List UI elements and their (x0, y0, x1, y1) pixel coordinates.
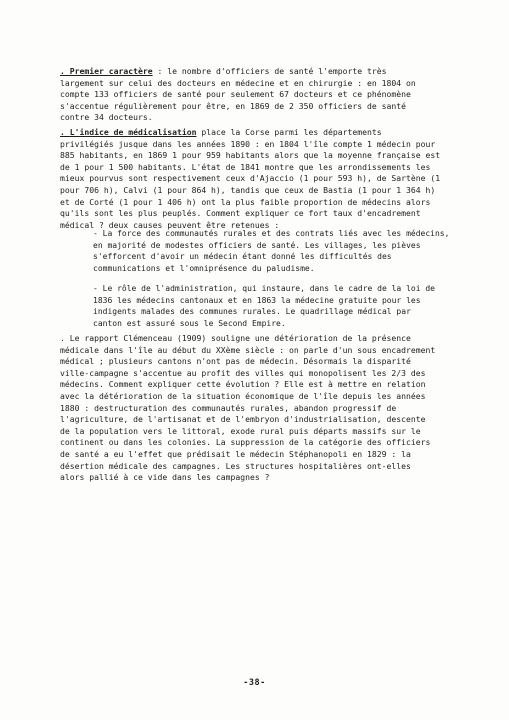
text-line: médicale dans l'île au début du XXème siècle : on parle d'un sous encadrement (60, 344, 436, 355)
paragraph-rapport-clemenceau (60, 333, 460, 484)
heading-indice-medicalisation: . L'indice de médicalisation (60, 127, 197, 137)
text-line: place la Corse parmi les départements (196, 127, 382, 137)
text-line: désertion médicale des campagnes. Les structures hospitalières ont-elles (60, 460, 411, 471)
text-line: qu'ils sont les plus peuplés. Comment expliquer ce fort taux d'encadrement (60, 208, 421, 219)
text-line: médical ; plusieurs cantons n'ont pas de médecin. Désormais la disparité (60, 356, 411, 367)
paragraph-indice-medicalisation (60, 127, 460, 231)
text-line: largement sur celui des docteurs en médecine et en chirurgie : en 1804 on (60, 77, 416, 88)
list-item-communautes-rurales (93, 228, 460, 274)
text-line: compte 133 officiers de santé pour seulement 67 docteurs et ce phénomène (60, 89, 411, 100)
text-line: l'agriculture, de l'artisanat et de l'embryon d'industrialisation, descente (60, 414, 426, 425)
text-line: contre 34 docteurs. (60, 112, 153, 123)
text-line: de 1 pour 1 500 habitants. L'état de 1841 montre que les arrondissements les (60, 161, 431, 172)
text-line: et de Corté (1 pour 1 406 h) ont la plus faible proportion de médecins alors (60, 196, 431, 207)
page-number: -38- (243, 678, 266, 688)
paragraph-premier-caractere (60, 66, 460, 124)
text-line: : le nombre d'officiers de santé l'emporte très (152, 66, 387, 76)
text-line: ville-campagne s'accentue au profit des villes qui monopolisent les 2/3 des (60, 367, 426, 378)
text-line: 1880 : destructuration des communautés rurales, abandon progressif de (60, 402, 397, 413)
text-line: - La force des communautés rurales et des contrats liés avec les médecins, (93, 229, 450, 238)
text-line: continent ou dans les colonies. La suppression de la catégorie des officiers (60, 437, 431, 448)
text-line: indigents malades des communes rurales. Le quadrillage médical par (93, 307, 411, 317)
text-line: avec la détérioration de la situation économique de l'île depuis les années (60, 390, 426, 401)
text-line: pour 706 h), Calvi (1 pour 864 h), tandis que ceux de Bastia (1 pour 1 364 h) (60, 184, 436, 195)
text-line: s'accentue régulièrement pour être, en 1869 de 2 350 officiers de santé (60, 100, 406, 111)
list-item-administration (93, 283, 460, 329)
text-line: communications et l'omniprésence du paludisme. (93, 263, 315, 273)
text-line: canton est assuré sous le Second Empire. (93, 318, 286, 328)
text-line: médecins. Comment expliquer cette évolution ? Elle est à mettre en relation (60, 379, 426, 390)
text-line: 1836 les médecins cantonaux et en 1863 la médecine gratuite pour les (93, 295, 421, 305)
text-line: en majorité de modestes officiers de santé. Les villages, les pièves (93, 240, 421, 250)
heading-premier-caractere: . Premier caractère (60, 66, 153, 76)
text-line: 885 habitants, en 1869 1 pour 959 habitants alors que la moyenne française est (60, 150, 441, 161)
text-line: médical ? deux causes peuvent être retenues : (60, 219, 280, 230)
text-line: - Le rôle de l'administration, qui instaure, dans le cadre de la loi de (93, 284, 435, 293)
text-line: de santé a eu l'effet que prédisait le médecin Stéphanopoli en 1829 : la (60, 448, 411, 459)
text-line: s'efforcent d'avoir un médecin étant donné les difficultés des (93, 252, 392, 262)
text-line: de la population vers le littoral, exode rural puis départs massifs sur le (60, 425, 421, 436)
text-line: privilégiés jusque dans les années 1890 : en 1804 l'île compte 1 médecin pour (60, 138, 436, 149)
text-line: mieux pourvus sont respectivement ceux d'Ajaccio (1 pour 593 h), de Sartène (1 (60, 173, 441, 184)
text-line: alors pallié à ce vide dans les campagnes ? (60, 472, 270, 483)
text-line: . Le rapport Clémenceau (1909) souligne une détérioration de la présence (60, 333, 411, 343)
